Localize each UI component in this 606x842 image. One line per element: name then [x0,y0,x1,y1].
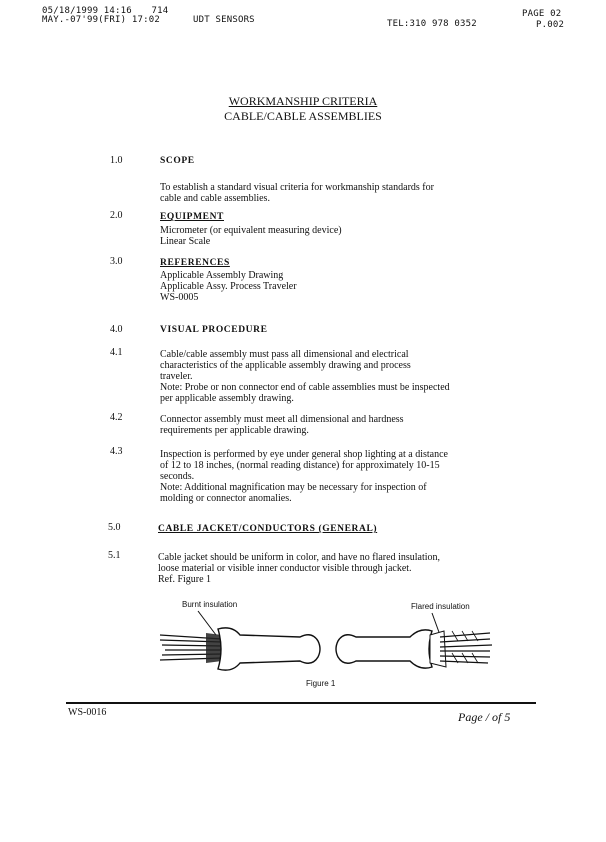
section-number: 4.2 [110,412,123,423]
section-number: 2.0 [110,210,123,221]
section-heading: EQUIPMENT [160,212,224,222]
doc-title: WORKMANSHIP CRITERIA [228,94,378,108]
section-body: Cable/cable assembly must pass all dimensional and electrical characteristics of the applicable assembly drawing and process traveler. Note: Probe or non connector end of cable assemblies must be inspected per applicable assembly drawing. [160,349,450,404]
fax-transmit-line: MAY.-07'99(FRI) 17:02 [42,15,160,25]
section-heading: REFERENCES [160,258,230,268]
flared-leader-line [432,613,440,635]
section-number: 1.0 [110,155,123,166]
section-number: 3.0 [110,256,123,267]
section-number: 4.1 [110,347,123,358]
fax-page-label: PAGE 02 [522,9,562,19]
section-body: Cable jacket should be uniform in color, and have no flared insulation, loose material or visible inner conductor visible through jacket. Ref. Figure 1 [158,552,441,585]
section-number: 4.0 [110,324,123,335]
section-heading: SCOPE [160,156,195,166]
figure-label-burnt: Burnt insulation [182,600,238,609]
section-body: Inspection is performed by eye under general shop lighting at a distance of 12 to 18 inches, (normal reading distance) for approximately 10-15 seconds. Note: Additional magnification may be necessary for inspection of molding or connector anomalies. [160,449,448,504]
section-body: Micrometer (or equivalent measuring device) Linear Scale [160,225,342,247]
footer-doc-id: WS-0016 [68,707,107,718]
figure-caption: Figure 1 [306,679,336,688]
fax-company: UDT SENSORS [193,15,255,25]
fax-id: 714 [151,6,169,16]
section-body: Applicable Assembly Drawing Applicable Assy. Process Traveler WS-0005 [160,270,297,303]
section-body: Connector assembly must meet all dimensional and hardness requirements per applicable drawing. [160,414,404,436]
burnt-leader-line [198,611,216,635]
section-number: 5.0 [108,522,121,533]
footer-page-number: Page / of 5 [458,710,511,724]
right-cable-jacket [336,630,432,668]
cable-figure [0,605,606,695]
doc-subtitle: CABLE/CABLE ASSEMBLIES [224,109,382,123]
section-number: 5.1 [108,550,121,561]
section-number: 4.3 [110,446,123,457]
fax-page-num: P.002 [536,20,565,30]
fax-date-time: 05/18/1999 14:16 [42,6,132,16]
section-body: To establish a standard visual criteria for workmanship standards for cable and cable assemblies. [160,182,434,204]
section-heading: VISUAL PROCEDURE [160,325,268,335]
left-cable-jacket [218,628,320,670]
fax-tel: TEL:310 978 0352 [387,19,477,29]
footer-divider [66,702,536,704]
figure-label-flared: Flared insulation [411,602,470,611]
section-heading: CABLE JACKET/CONDUCTORS (GENERAL) [158,524,378,534]
